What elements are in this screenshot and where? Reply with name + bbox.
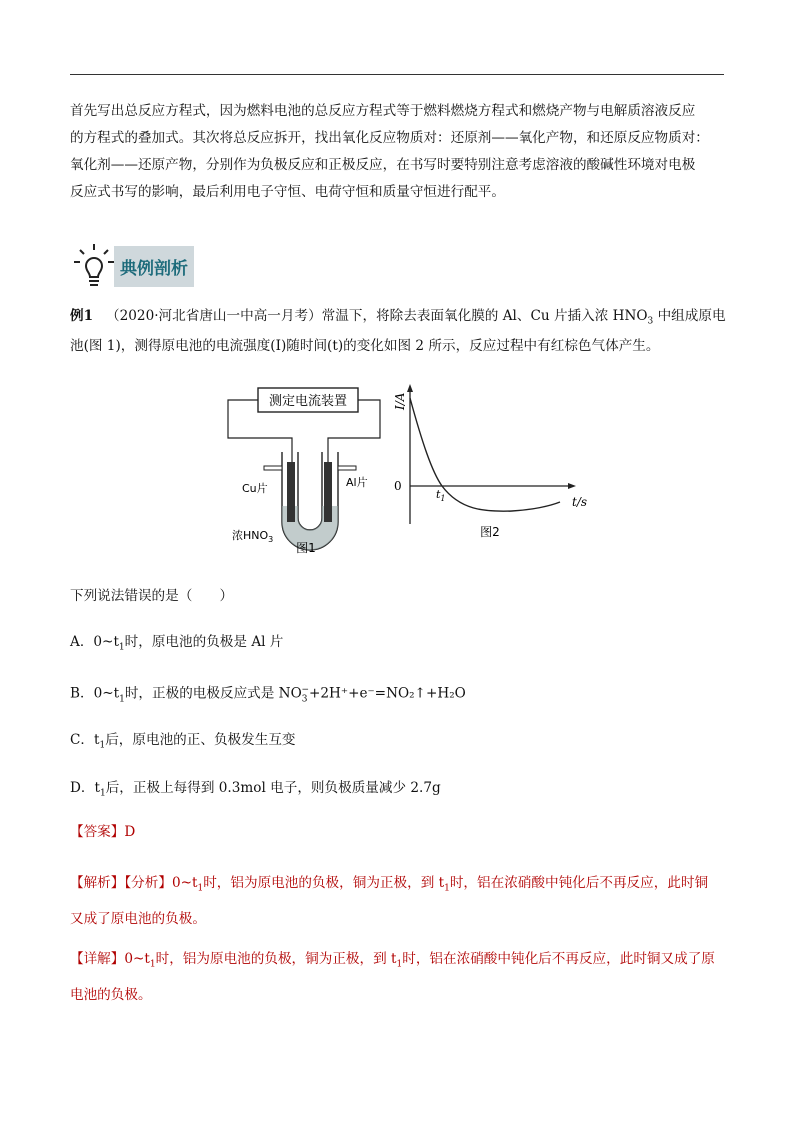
fig2-caption: 图2: [480, 525, 500, 539]
detail-block: 【详解】$0\sim t_1$时，铝为原电池的负极，铜为正极，到 $t_1$时，铝在浓硝酸中钝化后不再反应，此时铜又成了原 电池的负极。: [70, 951, 715, 1003]
answer-value: D: [124, 824, 136, 840]
example-line-2: 池(图 1)，测得原电池的电流强度(I)随时间(t)的变化如图 2 所示，反应过程中有红棕色气体产生。: [70, 338, 660, 354]
answer-line: [70, 822, 135, 842]
intro-line: 首先写出总反应方程式，因为燃料电池的总反应方程式等于燃料燃烧方程式和燃烧产物与电解质溶液反应: [70, 103, 696, 119]
x-axis-label: t/s: [572, 495, 588, 509]
fig1-caption: 图1: [296, 541, 316, 555]
analysis-block: 【解析】【分析】$0\sim t_1$时，铝为原电池的负极，铜为正极，到 $t_1$时，铝在浓硝酸中钝化后不再反应，此时铜 又成了原电池的负极。: [70, 875, 709, 927]
analysis-label: 【解析】【分析】: [70, 875, 172, 891]
cu-label: Cu片: [242, 482, 268, 495]
option-d: D．$t_1$后，正极上每得到 0.3mol 电子，则负极质量减少 2.7g: [70, 780, 441, 799]
t1-label: $t_1$: [436, 488, 446, 503]
acid-label: 浓$HNO_3$: [232, 529, 274, 544]
header-rule: [70, 74, 724, 75]
section-title: 典例剖析: [114, 246, 194, 287]
option-b: B．$0\sim t_1$时，正极的电极反应式是 $NO_3^-+2H^++e^-=NO_2↑+H_2O$: [70, 685, 466, 705]
intro-line: 氧化剂——还原产物，分别作为负极反应和正极反应，在书写时要特别注意考虑溶液的酸碱性环境对电极: [70, 157, 696, 173]
intro-paragraph: [70, 98, 730, 206]
device-label: 测定电流装置: [268, 394, 348, 409]
lightbulb-icon: [72, 242, 116, 290]
question-stem: 下列说法错误的是（ ）: [70, 588, 234, 604]
al-label: Al片: [346, 476, 368, 489]
answer-label: 【答案】: [70, 824, 125, 840]
intro-line: 的方程式的叠加式。其次将总反应拆开，找出氧化反应物质对：还原剂——氧化产物，和还原反应物质对：: [70, 130, 709, 146]
option-c: C．$t_1$后，原电池的正、负极发生互变: [70, 732, 296, 751]
intro-line: 反应式书写的影响，最后利用电子守恒、电荷守恒和质量守恒进行配平。: [70, 184, 505, 200]
figure: [220, 382, 620, 566]
origin-label: 0: [394, 479, 402, 493]
current-curve: [410, 398, 560, 511]
option-a: A．$0\sim t_1$时，原电池的负极是 Al 片: [70, 634, 284, 653]
section-heading: [72, 242, 194, 290]
detail-label: 【详解】: [70, 951, 125, 967]
example-line-1: 例1 （2020·河北省唐山一中高一月考）常温下，将除去表面氧化膜的 Al、Cu 片插入浓 $HNO_3$ 中组成原电: [70, 308, 726, 327]
figure-diagram: [220, 382, 620, 562]
example-label: 例1: [70, 308, 94, 324]
y-axis-label: I/A: [393, 392, 407, 410]
